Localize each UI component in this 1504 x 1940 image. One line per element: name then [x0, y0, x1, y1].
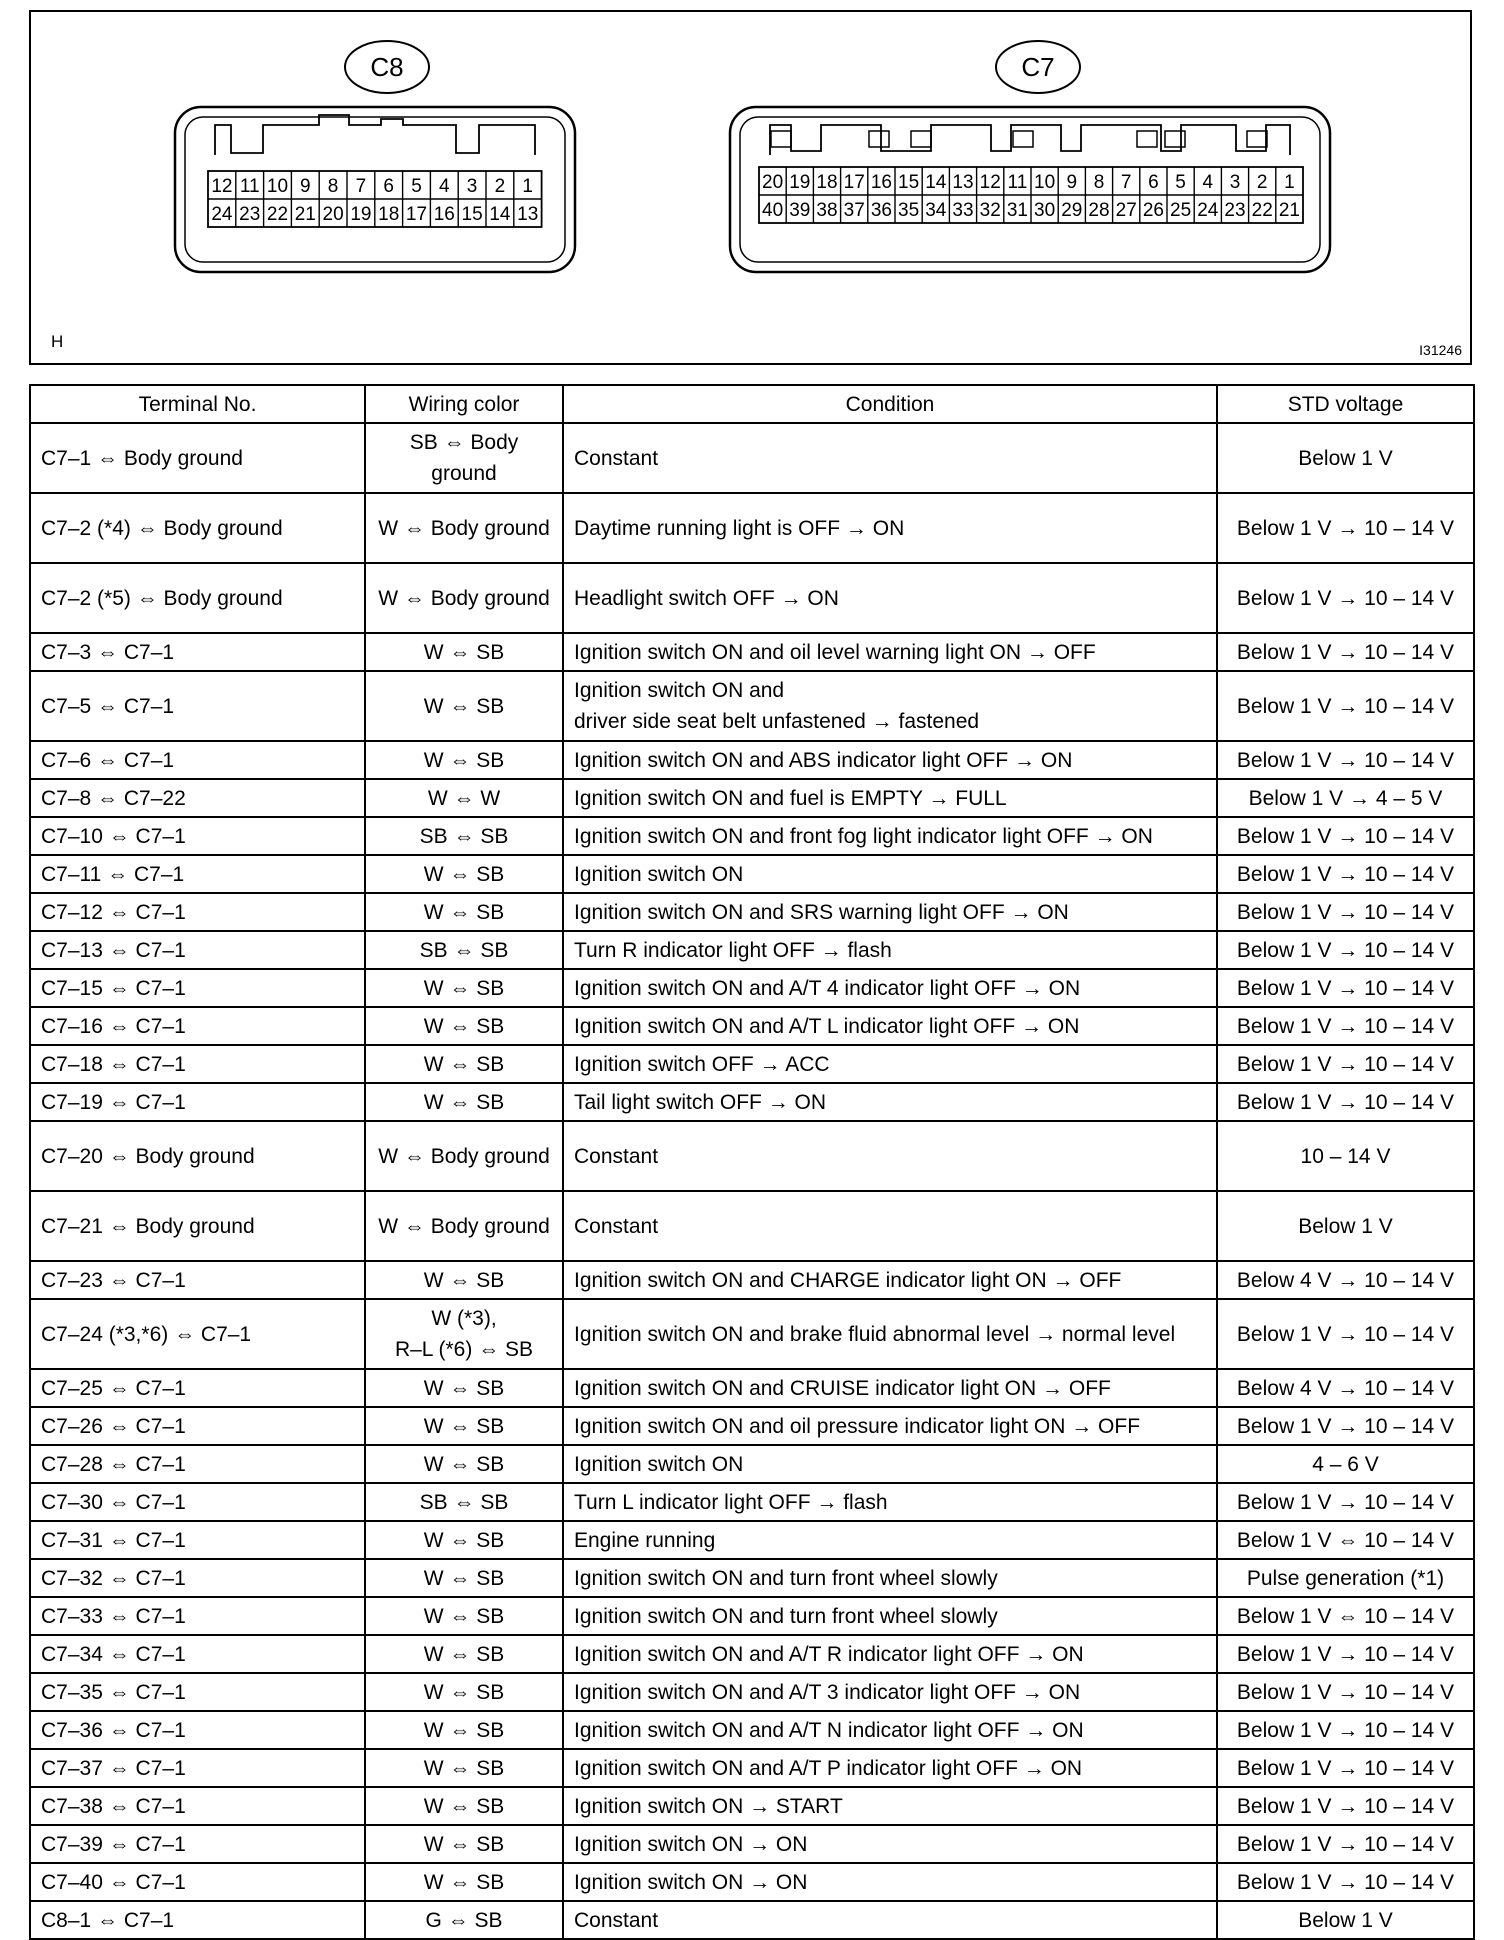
cell-std-voltage: Below 1 V — [1217, 1901, 1474, 1939]
cell-condition: Ignition switch ON → START — [563, 1787, 1217, 1825]
pin-number: 20 — [322, 204, 344, 225]
pin-number: 1 — [1284, 172, 1295, 193]
cell-wiring-color: W ⇔ SB — [365, 633, 563, 671]
pin-number: 23 — [1224, 200, 1246, 221]
table-row — [30, 1787, 1474, 1825]
table-row — [30, 563, 1474, 633]
header-terminal: Terminal No. — [30, 385, 365, 423]
table-row — [30, 1045, 1474, 1083]
pin-number: 17 — [405, 204, 428, 225]
cell-condition: Ignition switch ON and front fog light indicator light OFF → ON — [563, 817, 1217, 855]
pin-number: 3 — [1229, 172, 1241, 193]
cell-wiring-color: W ⇔ SB — [365, 1407, 563, 1445]
pin-number: 10 — [266, 176, 289, 197]
latch-slot — [1137, 131, 1157, 147]
pin-number: 16 — [870, 172, 892, 193]
pin-number: 27 — [1115, 200, 1137, 221]
table-row — [30, 1863, 1474, 1901]
table-row — [30, 1369, 1474, 1407]
cell-wiring-color: W ⇔ SB — [365, 1635, 563, 1673]
table-row — [30, 1901, 1474, 1939]
pin-number: 6 — [1148, 172, 1159, 193]
cell-condition: Ignition switch ON and driver side seat belt unfastened → fastened — [563, 671, 1217, 741]
pin-number: 1 — [522, 176, 533, 197]
cell-condition: Turn L indicator light OFF → flash — [563, 1483, 1217, 1521]
cell-std-voltage: 10 – 14 V — [1217, 1121, 1474, 1191]
cell-condition: Daytime running light is OFF → ON — [563, 493, 1217, 563]
cell-condition: Constant — [563, 1121, 1217, 1191]
cell-terminal: C7–11 ⇔ C7–1 — [30, 855, 365, 893]
cell-condition: Ignition switch ON and CRUISE indicator light ON → OFF — [563, 1369, 1217, 1407]
table-row — [30, 493, 1474, 563]
cell-wiring-color: G ⇔ SB — [365, 1901, 563, 1939]
cell-condition: Ignition switch ON and turn front wheel slowly — [563, 1597, 1217, 1635]
table-row — [30, 423, 1474, 493]
table-row — [30, 633, 1474, 671]
cell-wiring-color: W ⇔ SB — [365, 1007, 563, 1045]
cell-std-voltage: Below 1 V → 10 – 14 V — [1217, 1635, 1474, 1673]
cell-terminal: C7–28 ⇔ C7–1 — [30, 1445, 365, 1483]
cell-wiring-color: W ⇔ SB — [365, 1711, 563, 1749]
cell-condition: Ignition switch ON and oil level warning light ON → OFF — [563, 633, 1217, 671]
table-row — [30, 1445, 1474, 1483]
pin-number: 22 — [1251, 200, 1273, 221]
cell-terminal: C7–26 ⇔ C7–1 — [30, 1407, 365, 1445]
pin-number: 23 — [239, 204, 261, 225]
cell-wiring-color: W ⇔ SB — [365, 1083, 563, 1121]
cell-std-voltage: Below 1 V → 10 – 14 V — [1217, 1711, 1474, 1749]
cell-wiring-color: W (*3), R–L (*6) ⇔ SB — [365, 1299, 563, 1369]
cell-condition: Ignition switch ON and ABS indicator light OFF → ON — [563, 741, 1217, 779]
connector-c7-label: C7 — [1021, 52, 1055, 82]
cell-std-voltage: Below 1 V → 10 – 14 V — [1217, 493, 1474, 563]
cell-terminal: C7–23 ⇔ C7–1 — [30, 1261, 365, 1299]
cell-terminal: C7–31 ⇔ C7–1 — [30, 1521, 365, 1559]
latch-slot — [869, 131, 889, 147]
table-row — [30, 1749, 1474, 1787]
cell-wiring-color: SB ⇔ Body ground — [365, 423, 563, 493]
cell-terminal: C7–6 ⇔ C7–1 — [30, 741, 365, 779]
cell-terminal: C7–18 ⇔ C7–1 — [30, 1045, 365, 1083]
cell-terminal: C7–40 ⇔ C7–1 — [30, 1863, 365, 1901]
pin-number: 33 — [952, 200, 974, 221]
cell-std-voltage: Below 1 V → 10 – 14 V — [1217, 893, 1474, 931]
cell-std-voltage: Below 4 V → 10 – 14 V — [1217, 1261, 1474, 1299]
cell-terminal: C7–12 ⇔ C7–1 — [30, 893, 365, 931]
cell-std-voltage: Below 1 V → 10 – 14 V — [1217, 1083, 1474, 1121]
cell-std-voltage: Below 1 V → 10 – 14 V — [1217, 671, 1474, 741]
cell-std-voltage: Below 1 V → 10 – 14 V — [1217, 855, 1474, 893]
table-row — [30, 1261, 1474, 1299]
cell-condition: Ignition switch ON and A/T L indicator light OFF → ON — [563, 1007, 1217, 1045]
cell-wiring-color: W ⇔ SB — [365, 1863, 563, 1901]
cell-wiring-color: W ⇔ Body ground — [365, 1191, 563, 1261]
cell-wiring-color: SB ⇔ SB — [365, 1483, 563, 1521]
cell-terminal: C7–24 (*3,*6) ⇔ C7–1 — [30, 1299, 365, 1369]
pin-number: 13 — [517, 204, 539, 225]
pin-number: 9 — [300, 176, 311, 197]
cell-wiring-color: SB ⇔ SB — [365, 931, 563, 969]
cell-std-voltage: Below 1 V → 10 – 14 V — [1217, 1825, 1474, 1863]
cell-terminal: C7–38 ⇔ C7–1 — [30, 1787, 365, 1825]
cell-std-voltage: Below 1 V — [1217, 423, 1474, 493]
table-body — [30, 423, 1474, 1939]
pin-number: 36 — [870, 200, 892, 221]
pin-number: 29 — [1061, 200, 1083, 221]
cell-condition: Constant — [563, 1901, 1217, 1939]
cell-condition: Constant — [563, 423, 1217, 493]
cell-terminal: C7–15 ⇔ C7–1 — [30, 969, 365, 1007]
cell-condition: Headlight switch OFF → ON — [563, 563, 1217, 633]
corner-code: H — [51, 332, 64, 351]
cell-terminal: C7–2 (*4) ⇔ Body ground — [30, 493, 365, 563]
pin-number: 8 — [1093, 172, 1105, 193]
cell-std-voltage: Below 1 V → 10 – 14 V — [1217, 1007, 1474, 1045]
cell-wiring-color: W ⇔ SB — [365, 1261, 563, 1299]
table-row — [30, 1121, 1474, 1191]
pin-number: 12 — [979, 172, 1001, 193]
connector-c8-key-outline — [215, 115, 535, 155]
pin-number: 4 — [1202, 172, 1214, 193]
pin-number: 26 — [1142, 200, 1164, 221]
cell-condition: Ignition switch ON and A/T P indicator light OFF → ON — [563, 1749, 1217, 1787]
pin-number: 15 — [898, 172, 920, 193]
pin-number: 24 — [211, 204, 233, 225]
cell-std-voltage: Below 1 V → 10 – 14 V — [1217, 1673, 1474, 1711]
pin-number: 19 — [350, 204, 372, 225]
cell-condition: Ignition switch ON and CHARGE indicator light ON → OFF — [563, 1261, 1217, 1299]
table-row — [30, 893, 1474, 931]
pin-number: 11 — [239, 176, 260, 197]
pin-number: 7 — [1120, 172, 1132, 193]
table-row — [30, 1711, 1474, 1749]
table-row — [30, 1299, 1474, 1369]
pin-number: 9 — [1066, 172, 1078, 193]
pin-number: 30 — [1034, 200, 1056, 221]
cell-condition: Ignition switch ON and A/T N indicator light OFF → ON — [563, 1711, 1217, 1749]
pin-number: 37 — [843, 200, 865, 221]
cell-wiring-color: W ⇔ SB — [365, 1045, 563, 1083]
cell-wiring-color: W ⇔ SB — [365, 1597, 563, 1635]
cell-std-voltage: Below 1 V → 10 – 14 V — [1217, 1483, 1474, 1521]
cell-terminal: C7–33 ⇔ C7–1 — [30, 1597, 365, 1635]
pin-number: 20 — [762, 172, 784, 193]
cell-wiring-color: W ⇔ SB — [365, 741, 563, 779]
connector-drawing — [31, 12, 1474, 367]
cell-condition: Ignition switch OFF → ACC — [563, 1045, 1217, 1083]
pin-number: 6 — [383, 176, 394, 197]
latch-slot — [1247, 131, 1267, 147]
pin-number: 16 — [433, 204, 455, 225]
table-row — [30, 1635, 1474, 1673]
table-row — [30, 741, 1474, 779]
cell-condition: Turn R indicator light OFF → flash — [563, 931, 1217, 969]
pin-number: 18 — [378, 204, 400, 225]
table-row — [30, 817, 1474, 855]
cell-terminal: C7–30 ⇔ C7–1 — [30, 1483, 365, 1521]
connector-diagram — [29, 10, 1472, 365]
pin-number: 25 — [1170, 200, 1192, 221]
figure-id: I31246 — [1419, 342, 1462, 358]
table-header-row — [30, 385, 1474, 423]
table-row — [30, 1191, 1474, 1261]
latch-slot — [1165, 131, 1185, 147]
cell-wiring-color: W ⇔ SB — [365, 1787, 563, 1825]
table-row — [30, 1521, 1474, 1559]
latch-slot — [911, 131, 931, 147]
header-std-voltage: STD voltage — [1217, 385, 1474, 423]
cell-std-voltage: Below 4 V → 10 – 14 V — [1217, 1369, 1474, 1407]
cell-terminal: C7–3 ⇔ C7–1 — [30, 633, 365, 671]
table-row — [30, 1483, 1474, 1521]
cell-wiring-color: SB ⇔ SB — [365, 817, 563, 855]
pin-number: 17 — [843, 172, 865, 193]
cell-std-voltage: Below 1 V ⇔ 10 – 14 V — [1217, 1597, 1474, 1635]
cell-wiring-color: W ⇔ Body ground — [365, 563, 563, 633]
table-row — [30, 1559, 1474, 1597]
pin-number: 32 — [979, 200, 1001, 221]
pin-number: 40 — [762, 200, 784, 221]
cell-wiring-color: W ⇔ SB — [365, 1559, 563, 1597]
pin-number: 5 — [1175, 172, 1186, 193]
cell-terminal: C7–39 ⇔ C7–1 — [30, 1825, 365, 1863]
table-row — [30, 969, 1474, 1007]
cell-condition: Ignition switch ON and fuel is EMPTY → FULL — [563, 779, 1217, 817]
cell-terminal: C7–5 ⇔ C7–1 — [30, 671, 365, 741]
cell-terminal: C7–34 ⇔ C7–1 — [30, 1635, 365, 1673]
cell-std-voltage: Below 1 V → 10 – 14 V — [1217, 817, 1474, 855]
cell-condition: Ignition switch ON → ON — [563, 1825, 1217, 1863]
pin-number: 28 — [1088, 200, 1110, 221]
pin-number: 12 — [211, 176, 233, 197]
pin-number: 31 — [1006, 200, 1028, 221]
cell-terminal: C7–25 ⇔ C7–1 — [30, 1369, 365, 1407]
pin-number: 35 — [898, 200, 920, 221]
cell-condition: Ignition switch ON — [563, 1445, 1217, 1483]
cell-condition: Engine running — [563, 1521, 1217, 1559]
cell-condition: Ignition switch ON and turn front wheel slowly — [563, 1559, 1217, 1597]
pin-number: 21 — [1278, 200, 1300, 221]
cell-wiring-color: W ⇔ SB — [365, 855, 563, 893]
cell-std-voltage: Below 1 V ⇔ 10 – 14 V — [1217, 1521, 1474, 1559]
table-row — [30, 1825, 1474, 1863]
pin-number: 14 — [925, 172, 947, 193]
pin-number: 7 — [355, 176, 367, 197]
cell-wiring-color: W ⇔ SB — [365, 1521, 563, 1559]
cell-terminal: C7–35 ⇔ C7–1 — [30, 1673, 365, 1711]
cell-std-voltage: Below 1 V → 10 – 14 V — [1217, 1407, 1474, 1445]
cell-condition: Constant — [563, 1191, 1217, 1261]
pin-number: 24 — [1197, 200, 1219, 221]
cell-terminal: C7–2 (*5) ⇔ Body ground — [30, 563, 365, 633]
cell-terminal: C7–8 ⇔ C7–22 — [30, 779, 365, 817]
header-condition: Condition — [563, 385, 1217, 423]
cell-wiring-color: W ⇔ SB — [365, 1825, 563, 1863]
cell-wiring-color: W ⇔ SB — [365, 969, 563, 1007]
cell-std-voltage: Below 1 V → 10 – 14 V — [1217, 741, 1474, 779]
cell-wiring-color: W ⇔ W — [365, 779, 563, 817]
pin-number: 39 — [789, 200, 811, 221]
cell-wiring-color: W ⇔ SB — [365, 1749, 563, 1787]
cell-std-voltage: Below 1 V → 10 – 14 V — [1217, 969, 1474, 1007]
connector-c7-key-outline — [770, 125, 1290, 155]
cell-std-voltage: Below 1 V → 10 – 14 V — [1217, 563, 1474, 633]
cell-std-voltage: 4 – 6 V — [1217, 1445, 1474, 1483]
cell-condition: Ignition switch ON and A/T 4 indicator light OFF → ON — [563, 969, 1217, 1007]
cell-wiring-color: W ⇔ SB — [365, 1673, 563, 1711]
table-row — [30, 671, 1474, 741]
cell-condition: Ignition switch ON and A/T R indicator light OFF → ON — [563, 1635, 1217, 1673]
cell-wiring-color: W ⇔ SB — [365, 893, 563, 931]
pin-number: 34 — [925, 200, 947, 221]
pin-number: 10 — [1034, 172, 1056, 193]
pin-number: 19 — [789, 172, 811, 193]
cell-terminal: C7–37 ⇔ C7–1 — [30, 1749, 365, 1787]
cell-std-voltage: Below 1 V → 10 – 14 V — [1217, 931, 1474, 969]
cell-terminal: C7–1 ⇔ Body ground — [30, 423, 365, 493]
cell-terminal: C7–20 ⇔ Body ground — [30, 1121, 365, 1191]
cell-condition: Ignition switch ON — [563, 855, 1217, 893]
cell-terminal: C7–16 ⇔ C7–1 — [30, 1007, 365, 1045]
cell-condition: Ignition switch ON and A/T 3 indicator light OFF → ON — [563, 1673, 1217, 1711]
cell-wiring-color: W ⇔ Body ground — [365, 1121, 563, 1191]
table-row — [30, 779, 1474, 817]
table-row — [30, 1407, 1474, 1445]
pin-number: 38 — [816, 200, 838, 221]
cell-condition: Tail light switch OFF → ON — [563, 1083, 1217, 1121]
header-wiring-color: Wiring color — [365, 385, 563, 423]
table-row — [30, 1007, 1474, 1045]
pin-number: 22 — [266, 204, 289, 225]
connector-c8-label: C8 — [370, 52, 404, 82]
cell-terminal: C7–21 ⇔ Body ground — [30, 1191, 365, 1261]
pin-number: 4 — [439, 176, 450, 197]
pin-number: 8 — [327, 176, 339, 197]
cell-terminal: C7–19 ⇔ C7–1 — [30, 1083, 365, 1121]
cell-wiring-color: W ⇔ SB — [365, 1369, 563, 1407]
cell-std-voltage: Below 1 V → 10 – 14 V — [1217, 1863, 1474, 1901]
cell-std-voltage: Below 1 V — [1217, 1191, 1474, 1261]
cell-wiring-color: W ⇔ Body ground — [365, 493, 563, 563]
pin-number: 5 — [411, 176, 422, 197]
cell-condition: Ignition switch ON and SRS warning light OFF → ON — [563, 893, 1217, 931]
latch-slot — [771, 131, 791, 147]
cell-std-voltage: Below 1 V → 10 – 14 V — [1217, 1045, 1474, 1083]
cell-std-voltage: Below 1 V → 4 – 5 V — [1217, 779, 1474, 817]
pin-number: 2 — [1256, 172, 1268, 193]
pin-number: 15 — [461, 204, 483, 225]
pin-number: 3 — [466, 176, 478, 197]
cell-condition: Ignition switch ON and oil pressure indicator light ON → OFF — [563, 1407, 1217, 1445]
pin-number: 2 — [494, 176, 506, 197]
pin-number: 21 — [294, 204, 316, 225]
cell-terminal: C7–36 ⇔ C7–1 — [30, 1711, 365, 1749]
cell-terminal: C7–13 ⇔ C7–1 — [30, 931, 365, 969]
cell-condition: Ignition switch ON → ON — [563, 1863, 1217, 1901]
cell-wiring-color: W ⇔ SB — [365, 671, 563, 741]
cell-std-voltage: Pulse generation (*1) — [1217, 1559, 1474, 1597]
pin-number: 18 — [816, 172, 838, 193]
cell-std-voltage: Below 1 V → 10 – 14 V — [1217, 1299, 1474, 1369]
cell-std-voltage: Below 1 V → 10 – 14 V — [1217, 1787, 1474, 1825]
cell-condition: Ignition switch ON and brake fluid abnormal level → normal level — [563, 1299, 1217, 1369]
cell-terminal: C7–32 ⇔ C7–1 — [30, 1559, 365, 1597]
cell-std-voltage: Below 1 V → 10 – 14 V — [1217, 633, 1474, 671]
pin-number: 14 — [489, 204, 511, 225]
cell-wiring-color: W ⇔ SB — [365, 1445, 563, 1483]
cell-terminal: C7–10 ⇔ C7–1 — [30, 817, 365, 855]
table-row — [30, 1083, 1474, 1121]
table-row — [30, 931, 1474, 969]
latch-slot — [1013, 131, 1033, 147]
table-row — [30, 1597, 1474, 1635]
pin-number: 13 — [952, 172, 974, 193]
cell-terminal: C8–1 ⇔ C7–1 — [30, 1901, 365, 1939]
table-row — [30, 855, 1474, 893]
table-row — [30, 1673, 1474, 1711]
pin-number: 11 — [1007, 172, 1028, 193]
terminal-spec-table — [29, 384, 1475, 1940]
cell-std-voltage: Below 1 V → 10 – 14 V — [1217, 1749, 1474, 1787]
